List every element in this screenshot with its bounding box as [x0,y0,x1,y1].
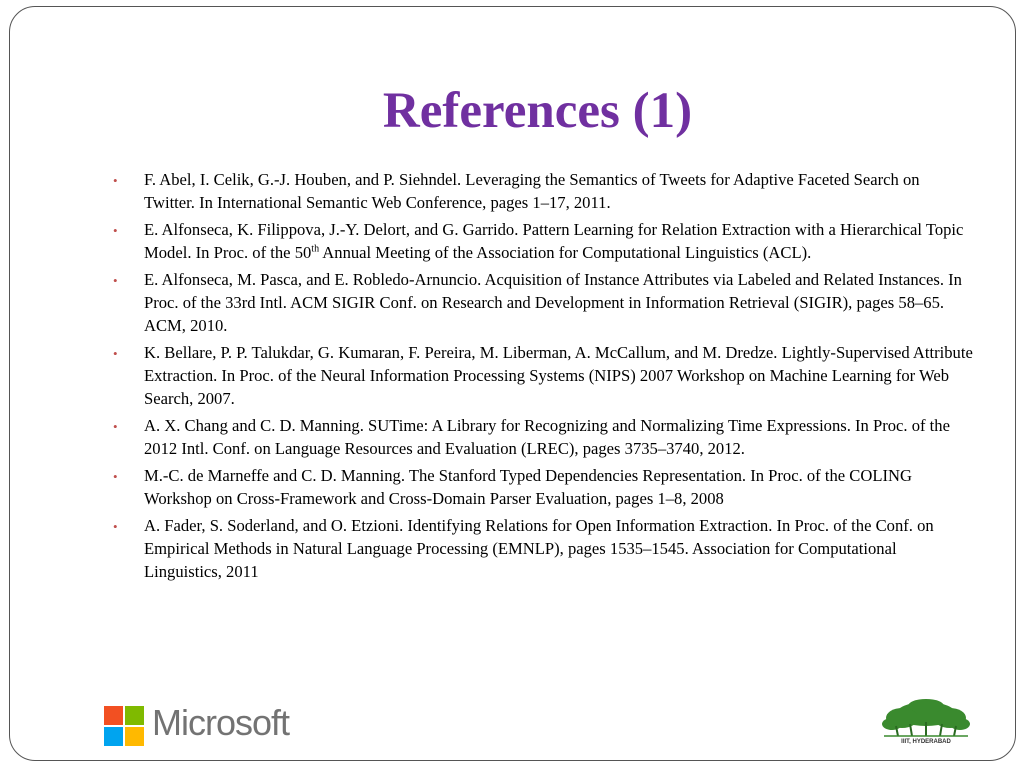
microsoft-logo-icon [104,706,144,746]
list-item [113,269,973,337]
bullet-icon: • [113,469,118,485]
list-item [113,515,973,583]
bullet-icon: • [113,418,118,434]
reference-text: E. Alfonseca, K. Filippova, J.-Y. Delort, and G. Garrido. Pattern Learning for Relation Extraction with a Hierarchical Topic Model. In Proc. of the 50th Annual Meeting of the Association for Computational Linguistics (ACL). [144,220,964,262]
reference-text: F. Abel, I. Celik, G.-J. Houben, and P. Siehndel. Leveraging the Semantics of Tweets for Adaptive Faceted Search on Twitter. In International Semantic Web Conference, pages 1–17, 2011. [144,170,920,212]
reference-list [113,169,973,588]
list-item [113,219,973,265]
iiit-tree-logo-icon [880,698,972,756]
list-item [113,465,973,511]
microsoft-logo-text: Microsoft [152,702,290,743]
reference-text: K. Bellare, P. P. Talukdar, G. Kumaran, F. Pereira, M. Liberman, A. McCallum, and M. Dredze. Lightly-Supervised Attribute Extraction. In Proc. of the Neural Information Processing Systems (NIPS) 2007 Workshop on Machine Learning for Web Search, 2007. [144,343,973,408]
bullet-icon: • [113,273,118,289]
bullet-icon: • [113,173,118,188]
reference-text: A. Fader, S. Soderland, and O. Etzioni. Identifying Relations for Open Information Extraction. In Proc. of the Conf. on Empirical Methods in Natural Language Processing (EMNLP), pages 1535–1545. Association for Computational Linguistics, 2011 [144,516,934,581]
list-item [113,342,973,410]
bullet-icon: • [113,519,118,535]
bullet-icon: • [113,223,118,239]
iiit-logo-text: IIIT, HYDERABAD [901,739,951,745]
reference-text: A. X. Chang and C. D. Manning. SUTime: A Library for Recognizing and Normalizing Time Expressions. In Proc. of the 2012 Intl. Conf. on Language Resources and Evaluation (LREC), pages 3735–3740, 2012. [144,415,950,458]
reference-text: M.-C. de Marneffe and C. D. Manning. The Stanford Typed Dependencies Representation. In Proc. of the COLING Workshop on Cross-Framework and Cross-Domain Parser Evaluation, pages 1–8, 2008 [144,466,912,508]
slide-title: References (1) [382,83,693,139]
list-item [113,169,973,215]
reference-text: E. Alfonseca, M. Pasca, and E. Robledo-Arnuncio. Acquisition of Instance Attributes via Labeled and Related Instances. In Proc. of the 33rd Intl. ACM SIGIR Conf. on Research and Development in Information Retrieval (SIGIR), pages 58–65. ACM, 2010. [144,270,962,335]
list-item [113,415,973,461]
bullet-icon: • [113,346,118,362]
